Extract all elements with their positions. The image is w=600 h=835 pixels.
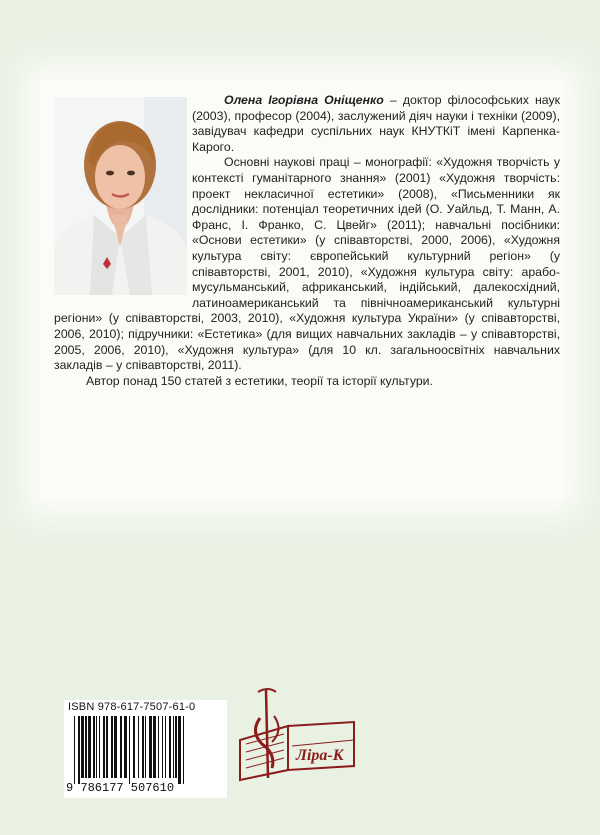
barcode-bar <box>106 716 108 778</box>
publisher-logo <box>236 682 358 782</box>
barcode-bar <box>178 716 181 784</box>
barcode-bar <box>183 716 184 784</box>
photo-spacer <box>54 93 192 303</box>
author-bio <box>54 93 560 389</box>
barcode-bar <box>93 716 95 778</box>
barcode-bar <box>175 716 177 778</box>
barcode-bar <box>88 716 91 778</box>
barcode-bar <box>138 716 139 778</box>
author-name: Олена Ігорівна Оніщенко <box>224 93 384 107</box>
barcode-bar <box>165 716 166 778</box>
barcode-digits: 9 786177 507610 <box>66 781 175 795</box>
barcode-bar <box>124 716 127 778</box>
main-works: Основні наукові праці – монографії: «Художня творчість у контексті гуманітарного знання» (2001) «Художня творчість: проект некласичної естетики» (2008), «Письменники як дослідники: потенціал теоретичних ідей (О. Уайльд, Т. Манн, А. Франс, І. Франко, С. Цвейг» (2011); навчальні посібники: «Основи естетики» (у співавторстві, 2000, 2006), «Художня культура світу: європейський культурний регіон» (у співавторстві, 2001, 2010), «Художня культура світу: арабо-мусульманський, африканський, індійський, далекосхідний, латиноамериканський та північноамериканський культурні регіони» (у співавторстві, 2003, 2010), «Художня культура України» (у співавторстві, 2006, 2010); підручники: «Естетика» (для вищих навчальних закладів – у співавторстві, 2005, 2006, 2010), «Художня культура» (для 10 кл. загальноосвітніх навчальних закладів – у співавторстві, 2011). <box>54 155 560 373</box>
barcode-bar <box>145 716 146 778</box>
barcode-bar <box>142 716 144 778</box>
barcode-bar <box>169 716 171 778</box>
barcode-bar <box>120 716 122 778</box>
publisher-logo-text: Ліра-К <box>296 747 344 764</box>
author-credentials: – доктор філософських наук (2003), професор (2004), заслужений діяч науки і техніки (2009), завідувач кафедри суспільних наук КНУТКіТ імені Карпенка-Карого. <box>192 93 560 154</box>
barcode-bar <box>96 716 97 778</box>
barcode-bar <box>103 716 105 778</box>
barcode-bar <box>149 716 152 778</box>
barcode-bar <box>111 716 113 778</box>
barcode-bar <box>162 716 163 778</box>
barcode-bar <box>85 716 87 778</box>
barcode-bar <box>129 716 130 784</box>
barcode-bar <box>74 716 75 784</box>
barcode-bar <box>81 716 84 778</box>
barcode-bar <box>99 716 100 778</box>
barcode-bar <box>173 716 174 778</box>
barcode-bar <box>133 716 135 778</box>
barcode-bar <box>78 716 80 784</box>
articles-count: Автор понад 150 статей з естетики, теорії та історії культури. <box>86 373 433 388</box>
barcode-bar <box>114 716 117 778</box>
isbn: ISBN 978-617-7507-61-0 <box>68 701 196 713</box>
barcode-bar <box>158 716 159 778</box>
barcode-bar <box>153 716 156 778</box>
